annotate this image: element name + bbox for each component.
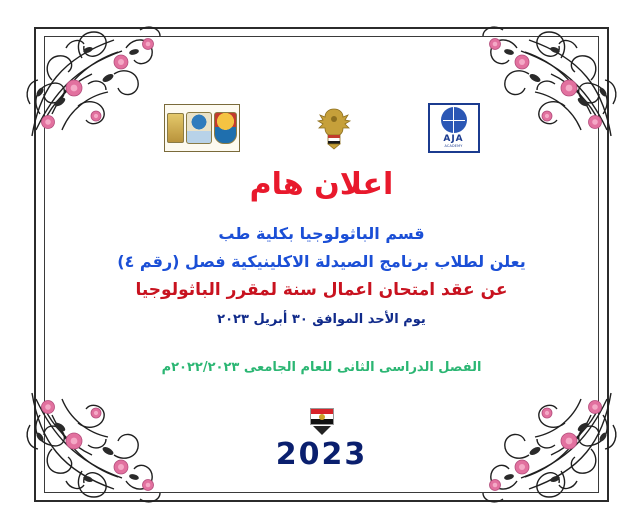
egypt-flag-icon [310,408,334,425]
announcement-line-3: عن عقد امتحان اعمال سنة لمقرر الباثولوجيا [135,280,508,300]
university-faculty-logo [164,104,240,152]
aja-logo [428,103,480,153]
logo-row [0,92,643,164]
faculty-crest-icon [214,112,237,144]
aja-logo-sublabel: ACADEMY [444,144,463,148]
announcement-line-1: قسم الباثولوجيا بكلية طب [218,224,425,243]
announcement-date: يوم الأحد الموافق ٣٠ أبريل ٢٠٢٣ [217,312,426,327]
department-crest-icon [167,113,184,143]
eagle-icon [314,104,354,152]
ribbon-icon [313,426,331,435]
year-label: 2023 [275,437,368,472]
semester-note: الفصل الدراسى الثانى للعام الجامعى ٢٠٢٢/٢٠٢٣م [161,360,482,375]
university-crest-icon [186,112,212,144]
announcement-line-2: يعلن لطلاب برنامج الصيدلة الاكلينيكية فصل (رقم ٤) [117,252,526,271]
globe-icon [441,107,467,133]
aja-logo-label: AJA [443,134,464,144]
page-title: اعلان هام [249,167,394,202]
announcement-content [60,166,583,375]
year-badge [0,408,643,471]
egypt-emblem-logo [314,104,354,152]
